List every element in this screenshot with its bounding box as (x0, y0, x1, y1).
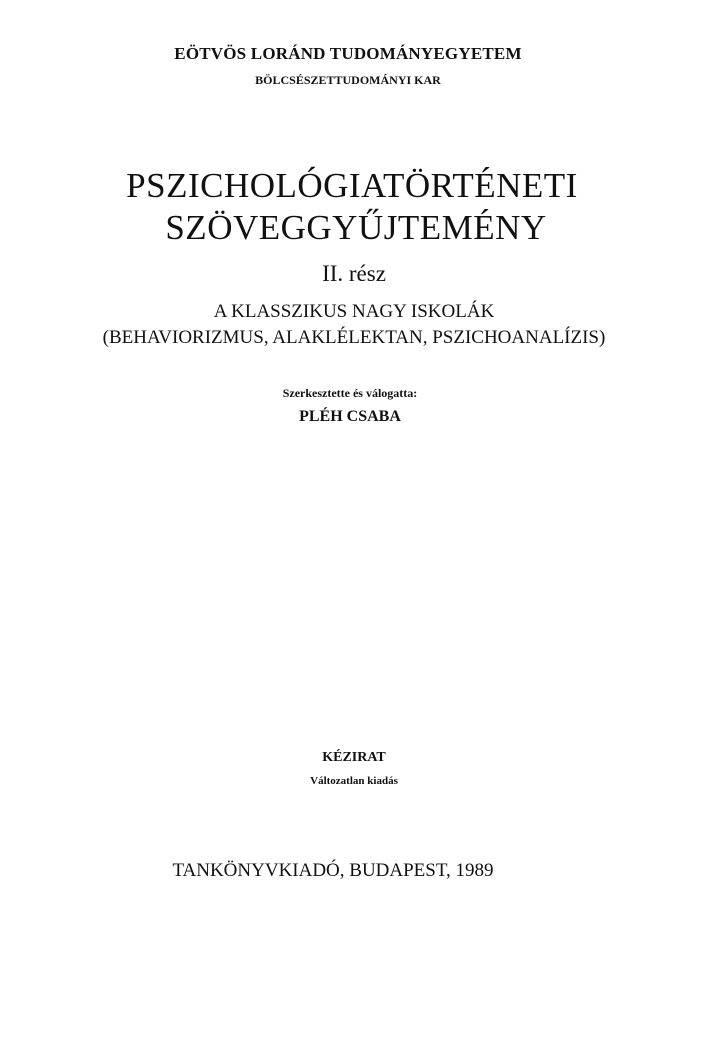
editor-name: PLÉH CSABA (299, 408, 401, 425)
university-name: EÖTVÖS LORÁND TUDOMÁNYEGYETEM (174, 44, 522, 63)
manuscript-label: KÉZIRAT (322, 750, 386, 765)
edition-note: Változatlan kiadás (310, 775, 398, 787)
part-subtitle-line-1: A KLASSZIKUS NAGY ISKOLÁK (213, 301, 495, 322)
part-subtitle-line-2: (BEHAVIORIZMUS, ALAKLÉLEKTAN, PSZICHOANALÍZIS) (102, 327, 606, 348)
book-title-line-1: PSZICHOLÓGIATÖRTÉNETI (126, 166, 578, 205)
faculty-name: BÖLCSÉSZETTUDOMÁNYI KAR (255, 73, 441, 87)
book-title-line-2: SZÖVEGGYŰJTEMÉNY (165, 208, 547, 247)
editor-label: Szerkesztette és válogatta: (282, 386, 418, 400)
part-label: II. rész (322, 261, 386, 286)
publisher-imprint: TANKÖNYVKIADÓ, BUDAPEST, 1989 (172, 860, 494, 881)
